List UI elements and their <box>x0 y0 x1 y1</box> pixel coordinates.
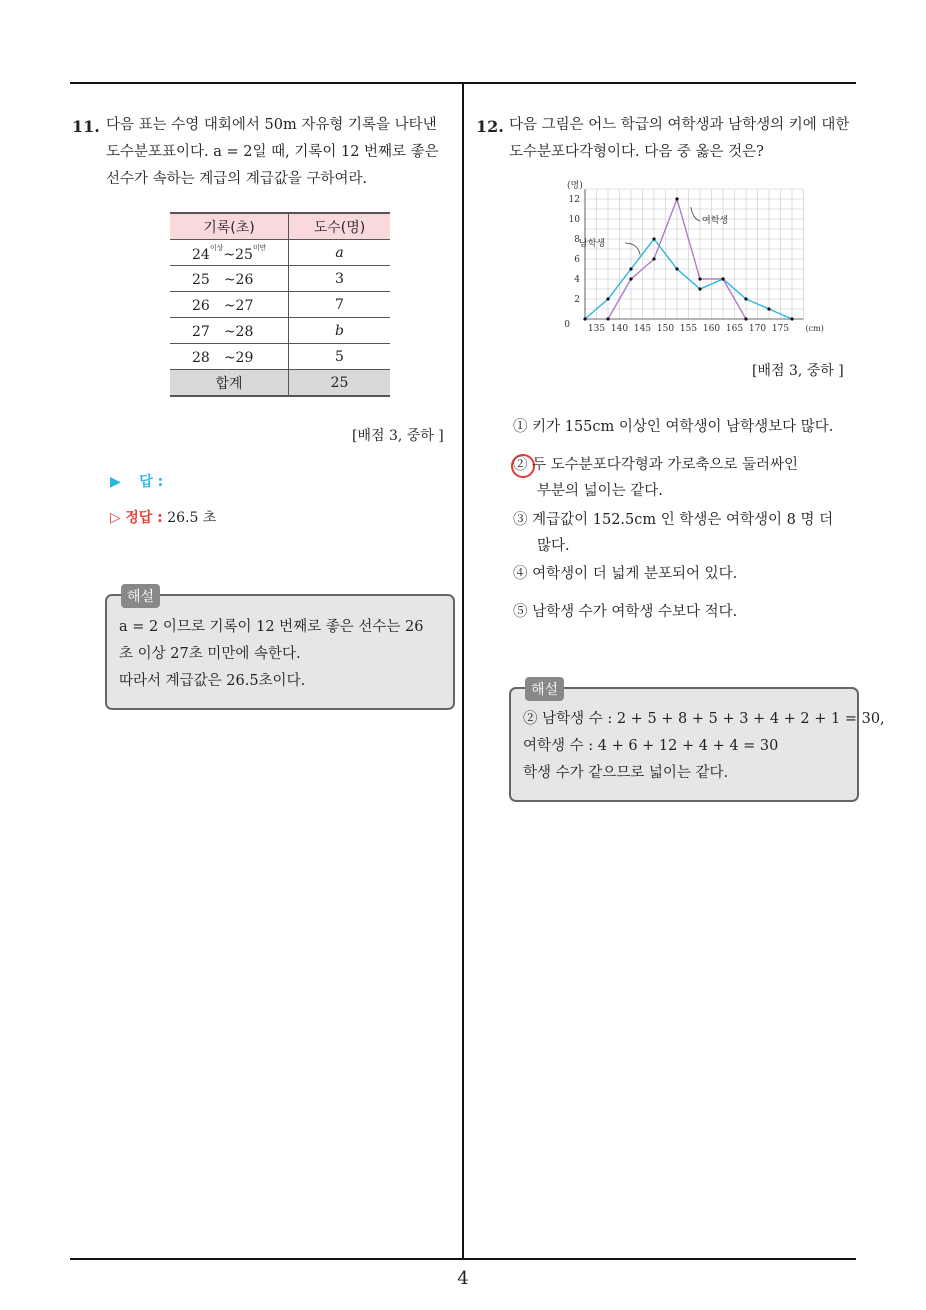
x-tick-label: 175 <box>771 324 790 334</box>
table-total-value: 25 <box>289 370 391 397</box>
option-3[interactable]: ③ 계급값이 152.5cm 인 학생은 여학생이 8 명 더 <box>513 512 834 528</box>
y-axis-label: (명) <box>567 181 583 191</box>
explanation-line: 초 이상 27초 미만에 속한다. <box>119 646 301 662</box>
data-point <box>583 317 586 320</box>
data-point <box>675 267 678 270</box>
q12-explanation-box <box>509 682 885 802</box>
q11-explanation-box <box>105 589 455 710</box>
table-row <box>170 292 390 318</box>
question-12-number: 12. <box>476 117 504 136</box>
table-row <box>170 266 390 292</box>
table-cell-frequency: b <box>289 318 391 344</box>
sup-miman: 미만 <box>252 243 267 252</box>
data-point <box>606 317 609 320</box>
data-point <box>721 277 724 280</box>
explanation-line: 학생 수가 같으므로 넓이는 같다. <box>523 765 729 781</box>
explanation-line: 여학생 수 : 4 + 6 + 12 + 4 + 4 = 30 <box>523 738 779 754</box>
table-total-row <box>170 370 390 397</box>
table-row <box>170 318 390 344</box>
correct-value: 26.5 초 <box>167 510 217 526</box>
legend-girl-label: 여학생 <box>702 216 729 226</box>
correct-arrow-icon: ▷ <box>110 510 121 526</box>
frequency-polygon-chart <box>540 178 830 343</box>
data-point <box>652 257 655 260</box>
table-cell-class: 25 ~26 <box>170 266 289 292</box>
explanation-body <box>119 614 424 695</box>
question-11-number: 11. <box>72 117 100 136</box>
q11-answer-line <box>110 471 163 491</box>
data-point <box>675 197 678 200</box>
q11-correct-line <box>110 507 216 527</box>
bottom-rule <box>70 1258 856 1260</box>
x-tick-label: 170 <box>748 324 767 334</box>
q11-score: [배점 3, 중하 ] <box>352 428 444 444</box>
table-row <box>170 240 390 266</box>
y-tick-label: 8 <box>574 235 580 245</box>
option-5[interactable]: ⑤ 남학생 수가 여학생 수보다 적다. <box>513 604 738 620</box>
y-tick-label: 6 <box>574 255 580 265</box>
x-tick-label: 140 <box>610 324 629 334</box>
option-2-cont: 부분의 넓이는 같다. <box>537 483 663 499</box>
q11-line2: 도수분포표이다. a = 2일 때, 기록이 12 번째로 좋은 <box>106 144 439 160</box>
y-tick-label: 0 <box>564 320 570 330</box>
data-point <box>790 317 793 320</box>
explanation-line: a = 2 이므로 기록이 12 번째로 좋은 선수는 26 <box>119 619 424 635</box>
option-4[interactable]: ④ 여학생이 더 넓게 분포되어 있다. <box>513 566 738 582</box>
data-point <box>698 277 701 280</box>
y-tick-label: 10 <box>568 215 580 225</box>
data-point <box>606 297 609 300</box>
q12-line1: 다음 그림은 어느 학급의 여학생과 남학생의 키에 대한 <box>509 117 850 133</box>
explanation-line: ② 남학생 수 : 2 + 5 + 8 + 5 + 3 + 4 + 2 + 1 = 30, <box>523 711 885 727</box>
option-3-cont: 많다. <box>537 538 570 554</box>
y-tick-label: 12 <box>568 195 580 205</box>
legend-boy-label: 남학생 <box>579 239 606 249</box>
x-tick-label: 150 <box>656 324 675 334</box>
table-row <box>170 344 390 370</box>
x-axis-label: (cm) <box>805 324 824 333</box>
correct-label: 정답 : <box>125 510 163 526</box>
x-tick-label: 155 <box>679 324 698 334</box>
x-tick-label: 165 <box>725 324 744 334</box>
table-total-label: 합계 <box>170 370 289 397</box>
page-number: 4 <box>457 1268 469 1289</box>
question-11-text <box>106 112 456 193</box>
y-tick-label: 4 <box>574 275 580 285</box>
q12-score: [배점 3, 중하 ] <box>752 363 844 379</box>
table-cell-class: 28 ~29 <box>170 344 289 370</box>
table-header-row <box>170 213 390 240</box>
explanation-line: 따라서 계급값은 26.5초이다. <box>119 673 306 689</box>
q11-line1: 다음 표는 수영 대회에서 50m 자유형 기록을 나타낸 <box>106 117 437 133</box>
data-point <box>629 277 632 280</box>
frequency-table <box>170 212 390 397</box>
sup-isang: 이상 <box>209 243 224 252</box>
data-point <box>652 237 655 240</box>
x-tick-label: 135 <box>587 324 606 334</box>
table-cell-frequency: 7 <box>289 292 391 318</box>
option-1[interactable]: ① 키가 155cm 이상인 여학생이 남학생보다 많다. <box>513 419 834 435</box>
q12-line2: 도수분포다각형이다. 다음 중 옳은 것은? <box>509 144 764 160</box>
y-tick-label: 2 <box>574 295 580 305</box>
table-cell-class: $24^{이상}\sim 25^{미만}$ <box>170 240 289 266</box>
data-point <box>744 297 747 300</box>
table-header-frequency: 도수(명) <box>289 213 391 240</box>
answer-arrow-icon: ▶ <box>110 474 121 490</box>
data-point <box>744 317 747 320</box>
x-tick-label: 160 <box>702 324 721 334</box>
option-2[interactable]: ② 두 도수분포다각형과 가로축으로 둘러싸인 <box>513 457 799 473</box>
answer-label: 답 : <box>139 474 164 490</box>
table-cell-frequency: 3 <box>289 266 391 292</box>
table-cell-frequency: 5 <box>289 344 391 370</box>
data-point <box>698 287 701 290</box>
table-cell-class: 26 ~27 <box>170 292 289 318</box>
question-12-text <box>509 112 859 166</box>
data-point <box>767 307 770 310</box>
data-point <box>629 267 632 270</box>
explanation-tag: 해설 <box>121 584 160 608</box>
column-divider <box>462 82 464 1260</box>
table-header-record: 기록(초) <box>170 213 289 240</box>
table-cell-class: 27 ~28 <box>170 318 289 344</box>
table-cell-frequency: a <box>289 240 391 266</box>
explanation-body <box>523 706 885 787</box>
x-tick-label: 145 <box>633 324 652 334</box>
q11-line3: 선수가 속하는 계급의 계급값을 구하여라. <box>106 171 368 187</box>
explanation-tag: 해설 <box>525 677 564 701</box>
